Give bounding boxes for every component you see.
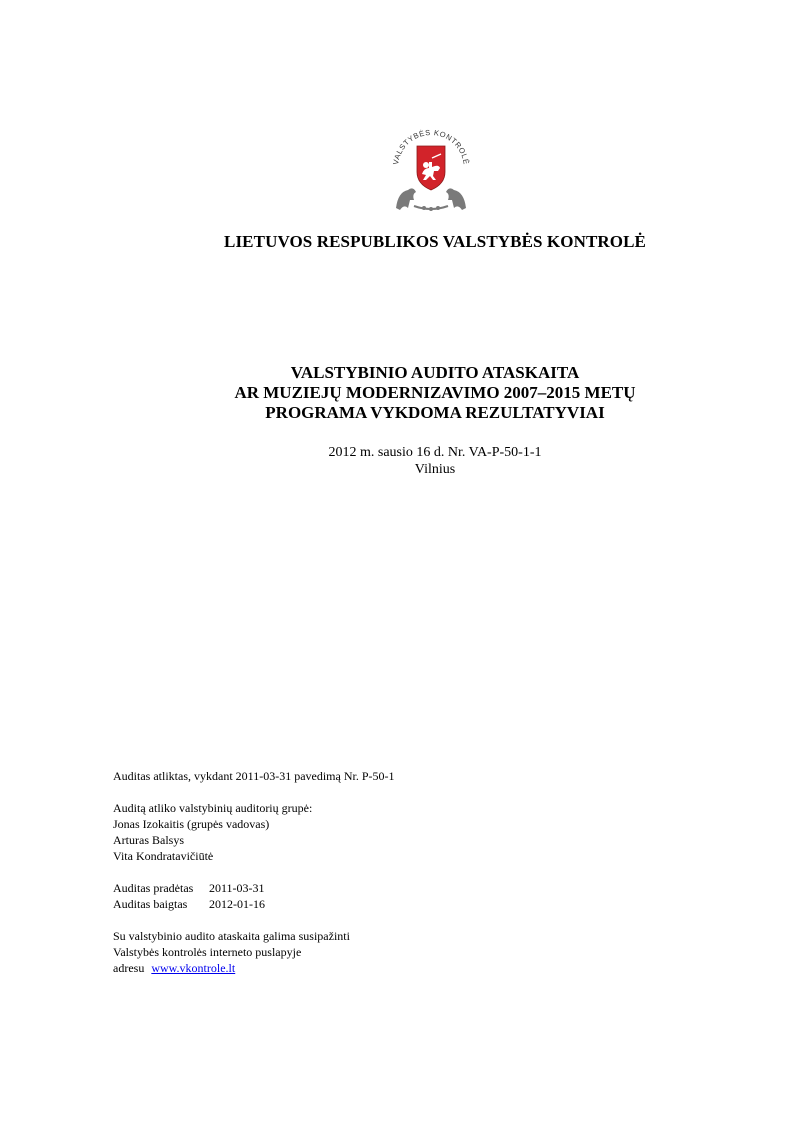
audit-info [113,768,713,976]
left-griffin-shape [396,188,416,210]
report-title-line-1: VALSTYBINIO AUDITO ATASKAITA [290,363,580,382]
report-city: Vilnius [414,462,456,477]
audit-performed: Auditas atliktas, vykdant 2011-03-31 pavedimą Nr. P-50-1 [113,769,395,783]
emblem [388,128,474,214]
availability-line-1: Su valstybinio audito ataskaita galima susipažinti [113,929,350,943]
report-title-line-3: PROGRAMA VYKDOMA REZULTATYVIAI [265,403,605,422]
report-title [0,363,794,423]
availability-line-2: Valstybės kontrolės interneto puslapyje [113,945,302,959]
right-griffin-shape [446,188,466,210]
knight-rider-shape [429,162,432,168]
knight-shield-shape [423,162,429,168]
audit-team-member: Arturas Balsys [113,833,184,847]
audit-started-row [113,880,713,896]
audit-finished-label: Auditas baigtas [113,897,188,911]
lithuanian-coat-of-arms-vytis-icon [388,128,474,214]
report-title-line-2: AR MUZIEJŲ MODERNIZAVIMO 2007–2015 METŲ [234,383,636,402]
address-prefix: adresu [113,961,145,975]
audit-started-date: 2011-03-31 [209,881,265,895]
audit-team-heading: Auditą atliko valstybinių auditorių grupė: [113,801,313,815]
audit-finished-date: 2012-01-16 [209,897,265,911]
audit-team-member: Jonas Izokaitis (grupės vadovas) [113,817,270,831]
report-meta [0,444,794,478]
organization-title: LIETUVOS RESPUBLIKOS VALSTYBĖS KONTROLĖ [224,232,646,251]
report-date-number: 2012 m. sausio 16 d. Nr. VA-P-50-1-1 [328,445,542,460]
audit-finished-row [113,896,713,912]
website-link[interactable]: www.vkontrole.lt [151,961,236,975]
audit-team-member: Vita Kondratavičiūtė [113,849,214,863]
address-row [113,960,713,976]
emblem-arc-text: VALSTYBĖS KONTROLĖ [391,128,471,166]
audit-started-label: Auditas pradėtas [113,881,194,895]
